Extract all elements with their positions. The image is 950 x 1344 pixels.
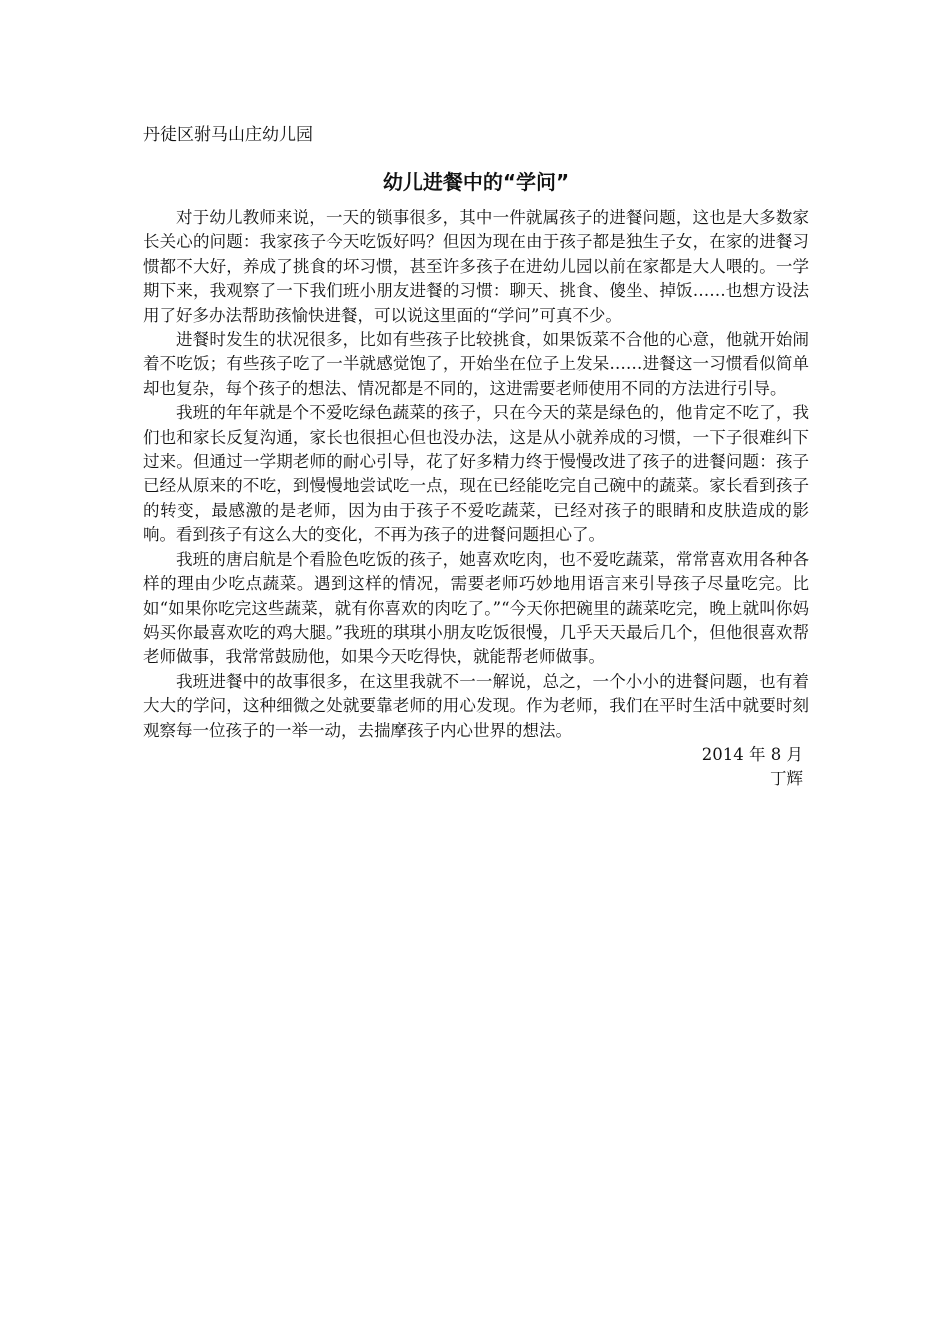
paragraph-2: 进餐时发生的状况很多，比如有些孩子比较挑食，如果饭菜不合他的心意，他就开始闹着不吃饭；有些孩子吃了一半就感觉饱了，开始坐在位子上发呆……进餐这一习惯看似简单却也复杂，每个孩子的想法、情况都是不同的，这进需要老师使用不同的方法进行引导。	[143, 330, 809, 398]
article-date: 2014 年 8 月	[701, 744, 803, 764]
document-page	[143, 122, 809, 792]
article-author: 丁辉	[770, 769, 803, 789]
paragraph-1: 对于幼儿教师来说，一天的锁事很多，其中一件就属孩子的进餐问题，这也是大多数家长关心的问题：我家孩子今天吃饭好吗？但因为现在由于孩子都是独生子女，在家的进餐习惯都不大好，养成了挑食的坏习惯，甚至许多孩子在进幼儿园以前在家都是大人喂的。一学期下来，我观察了一下我们班小朋友进餐的习惯：聊天、挑食、傻坐、掉饭……也想方设法用了好多办法帮助孩愉快进餐，可以说这里面的“学问”可真不少。	[143, 208, 809, 325]
paragraph-4: 我班的唐启航是个看脸色吃饭的孩子，她喜欢吃肉，也不爱吃蔬菜，常常喜欢用各种各样的理由少吃点蔬菜。遇到这样的情况，需要老师巧妙地用语言来引导孩子尽量吃完。比如“如果你吃完这些蔬菜，就有你喜欢的肉吃了。”“今天你把碗里的蔬菜吃完，晚上就叫你妈妈买你最喜欢吃的鸡大腿。”我班的琪琪小朋友吃饭很慢，几乎天天最后几个，但他很喜欢帮老师做事，我常常鼓励他，如果今天吃得快，就能帮老师做事。	[143, 549, 809, 667]
school-name: 丹徒区驸马山庄幼儿园	[143, 125, 313, 145]
paragraph-3: 我班的年年就是个不爱吃绿色蔬菜的孩子，只在今天的菜是绿色的，他肯定不吃了，我们也和家长反复沟通，家长也很担心但也没办法，这是从小就养成的习惯，一下子很难纠下过来。但通过一学期老师的耐心引导，花了好多精力终于慢慢改进了孩子的进餐问题：孩子已经从原来的不吃，到慢慢地尝试吃一点，现在已经能吃完自己碗中的蔬菜。家长看到孩子的转变，最感激的是老师，因为由于孩子不爱吃蔬菜，已经对孩子的眼睛和皮肤造成的影响。看到孩子有这么大的变化，不再为孩子的进餐问题担心了。	[143, 403, 809, 545]
article-body	[143, 206, 809, 743]
paragraph-5: 我班进餐中的故事很多，在这里我就不一一解说，总之，一个小小的进餐问题，也有着大大的学问，这种细微之处就要靠老师的用心发现。作为老师，我们在平时生活中就要时刻观察每一位孩子的一举一动，去揣摩孩子内心世界的想法。	[143, 671, 809, 740]
article-title: 幼儿进餐中的“学问”	[382, 170, 570, 194]
